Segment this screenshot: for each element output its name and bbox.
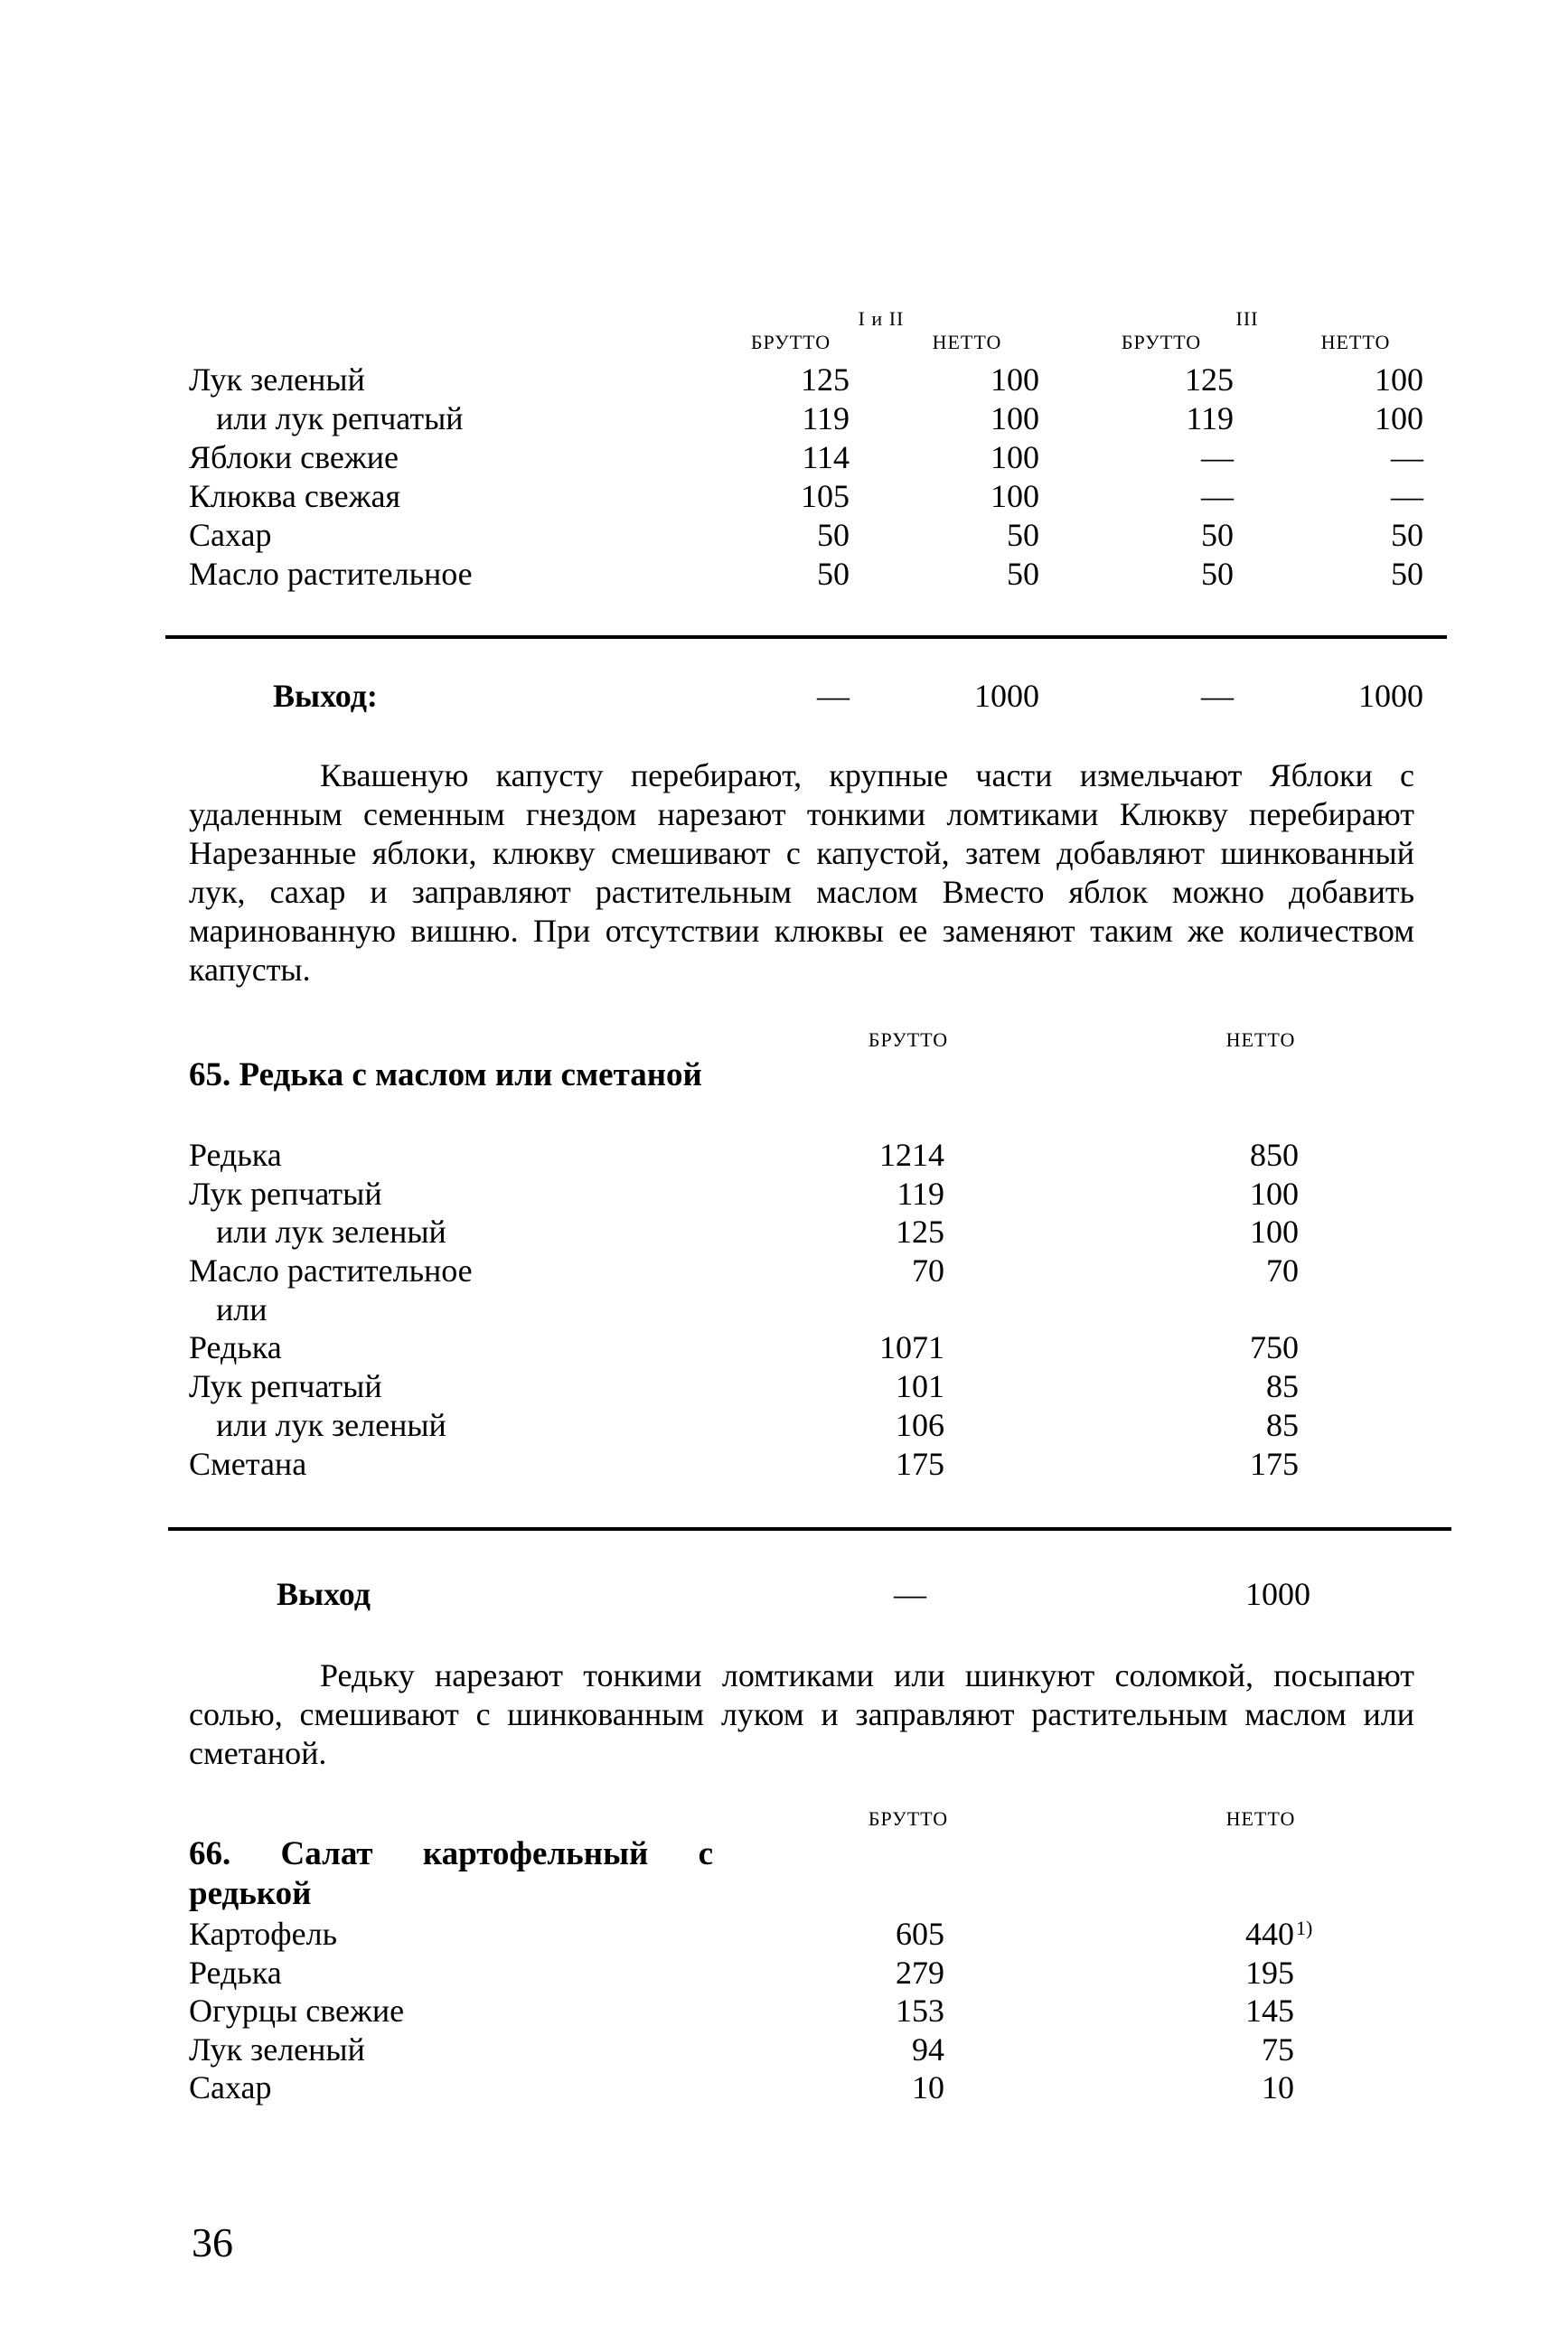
value-netto: 70 (1266, 1252, 1299, 1289)
value-netto: 750 (1250, 1329, 1299, 1365)
value-netto: 100 (1375, 361, 1423, 398)
col-header-netto: НЕТТО (1225, 1028, 1296, 1051)
table-row (0, 399, 1568, 438)
value-brutto: 70 (912, 1252, 944, 1289)
table-row (0, 1953, 1568, 1993)
value-brutto: 101 (896, 1368, 944, 1404)
value-brutto: 50 (817, 556, 850, 592)
ingredient-name: или лук репчатый (216, 400, 464, 436)
recipe-title: 65. Редька с маслом или сметаной (189, 1056, 702, 1093)
table-row (0, 437, 1568, 477)
value-netto: 850 (1250, 1137, 1299, 1173)
table-row (0, 1174, 1568, 1214)
yield-row (0, 1574, 1568, 1614)
yield-netto: 1000 (1358, 678, 1423, 714)
yield-label: Выход (277, 1576, 371, 1612)
yield-brutto: — (894, 1576, 926, 1612)
value-brutto: 279 (896, 1955, 944, 1991)
value-brutto: 125 (1185, 361, 1234, 398)
value-netto: 100 (991, 361, 1039, 398)
table-row (0, 515, 1568, 555)
value-netto: 50 (1391, 556, 1423, 592)
value-brutto: 105 (801, 478, 850, 514)
table-row (0, 1405, 1568, 1445)
table-divider (168, 1527, 1451, 1531)
col-header-netto: НЕТТО (1320, 331, 1391, 353)
table-row (0, 1366, 1568, 1406)
ingredient-name: Сахар (189, 517, 272, 553)
table-row (0, 1135, 1568, 1175)
ingredient-name: Лук зеленый (189, 361, 365, 398)
yield-brutto: — (817, 678, 850, 714)
value-netto: 100 (1375, 400, 1423, 436)
value-brutto: 119 (1186, 400, 1234, 436)
table-row (0, 1212, 1568, 1252)
table-row (0, 1991, 1568, 2031)
ingredient-name: или лук зеленый (216, 1214, 446, 1250)
footnote-marker: 1) (1296, 1917, 1313, 1939)
value-netto: 100 (991, 400, 1039, 436)
value-brutto: 94 (912, 2031, 944, 2068)
value-netto: 75 (1262, 2031, 1294, 2068)
group-header-3: III (1235, 307, 1259, 330)
value-netto: 440 (1245, 1916, 1294, 1952)
table-row (0, 476, 1568, 516)
value-brutto: 50 (1201, 517, 1234, 553)
table-divider (165, 635, 1447, 639)
ingredient-name: Редька (189, 1329, 282, 1365)
table-row (0, 2068, 1568, 2107)
ingredient-name: Картофель (189, 1916, 337, 1952)
value-netto: — (1391, 439, 1423, 475)
table-row (0, 2030, 1568, 2069)
value-brutto: 153 (896, 1993, 944, 2029)
ingredient-name: или (216, 1291, 268, 1327)
ingredient-name: Редька (189, 1955, 282, 1991)
value-brutto: 10 (912, 2069, 944, 2106)
value-brutto: — (1201, 478, 1234, 514)
ingredient-name: Лук зеленый (189, 2031, 365, 2068)
ingredient-name: или лук зеленый (216, 1407, 446, 1443)
value-brutto: 605 (896, 1916, 944, 1952)
value-brutto: 114 (802, 439, 850, 475)
value-netto: 195 (1245, 1955, 1294, 1991)
value-netto: 50 (1007, 517, 1039, 553)
ingredient-name: Лук репчатый (189, 1176, 382, 1212)
value-netto: 50 (1007, 556, 1039, 592)
value-netto: 100 (991, 439, 1039, 475)
col-header-brutto: БРУТТО (868, 1807, 949, 1830)
table-row (0, 1290, 1568, 1329)
value-brutto: 50 (817, 517, 850, 553)
value-netto: — (1391, 478, 1423, 514)
value-brutto: 175 (896, 1446, 944, 1482)
table-row (0, 1444, 1568, 1484)
ingredient-name: Яблоки свежие (189, 439, 399, 475)
table-row (0, 360, 1568, 399)
ingredient-name: Масло растительное (189, 1252, 473, 1289)
yield-brutto: — (1201, 678, 1234, 714)
table-row (0, 554, 1568, 594)
value-brutto: 106 (896, 1407, 944, 1443)
yield-label: Выход: (273, 678, 378, 714)
col-header-brutto: БРУТТО (868, 1028, 949, 1051)
ingredient-name: Редька (189, 1137, 282, 1173)
ingredient-name: Сахар (189, 2069, 272, 2106)
value-netto: 175 (1250, 1446, 1299, 1482)
value-brutto: 119 (802, 400, 850, 436)
value-netto: 100 (1250, 1214, 1299, 1250)
col-header-brutto: БРУТТО (750, 331, 831, 353)
preparation-text: Редьку нарезают тонкими ломтиками или шинкуют соломкой, посыпают солью, смешивают с шинкованным луком и заправляют растительным маслом или сметаной. (189, 1657, 1414, 1771)
page-number: 36 (192, 2219, 233, 2265)
yield-row (0, 676, 1568, 716)
ingredient-name: Огурцы свежие (189, 1993, 405, 2029)
value-netto: 100 (1250, 1176, 1299, 1212)
ingredient-name: Клюква свежая (189, 478, 401, 514)
ingredient-name: Лук репчатый (189, 1368, 382, 1404)
col-header-brutto: БРУТТО (1121, 331, 1202, 353)
ingredient-name: Масло растительное (189, 556, 473, 592)
value-brutto: 1214 (879, 1137, 944, 1173)
col-header-netto: НЕТТО (932, 331, 1002, 353)
value-netto: 10 (1262, 2069, 1294, 2106)
value-netto: 145 (1245, 1993, 1294, 2029)
value-netto: 50 (1391, 517, 1423, 553)
value-netto: 85 (1266, 1407, 1299, 1443)
value-brutto: — (1201, 439, 1234, 475)
recipe-title: 66. Салат картофельный с редькой (189, 1835, 713, 1912)
yield-netto: 1000 (974, 678, 1039, 714)
yield-netto: 1000 (1245, 1576, 1310, 1612)
value-brutto: 50 (1201, 556, 1234, 592)
ingredient-name: Сметана (189, 1446, 307, 1482)
value-brutto: 125 (896, 1214, 944, 1250)
table-row (0, 1327, 1568, 1367)
value-brutto: 1071 (879, 1329, 944, 1365)
table-row (0, 1914, 1568, 1954)
value-brutto: 125 (801, 361, 850, 398)
col-header-netto: НЕТТО (1225, 1807, 1296, 1830)
value-netto: 85 (1266, 1368, 1299, 1404)
preparation-text: Квашеную капусту перебирают, крупные части измельчают Яблоки с удаленным семенным гнездом нарезают тонкими ломтиками Клюкву перебирают Нарезанные яблоки, клюкву смешивают с капустой, затем добавляют шинкованный лук, сахар и заправляют растительным маслом Вместо яблок можно добавить маринованную вишню. При отсутствии клюквы ее заменяют таким же количеством капусты. (189, 757, 1414, 988)
value-netto: 100 (991, 478, 1039, 514)
group-header-1-2: I и II (858, 307, 905, 330)
value-brutto: 119 (897, 1176, 944, 1212)
table-row (0, 1251, 1568, 1290)
